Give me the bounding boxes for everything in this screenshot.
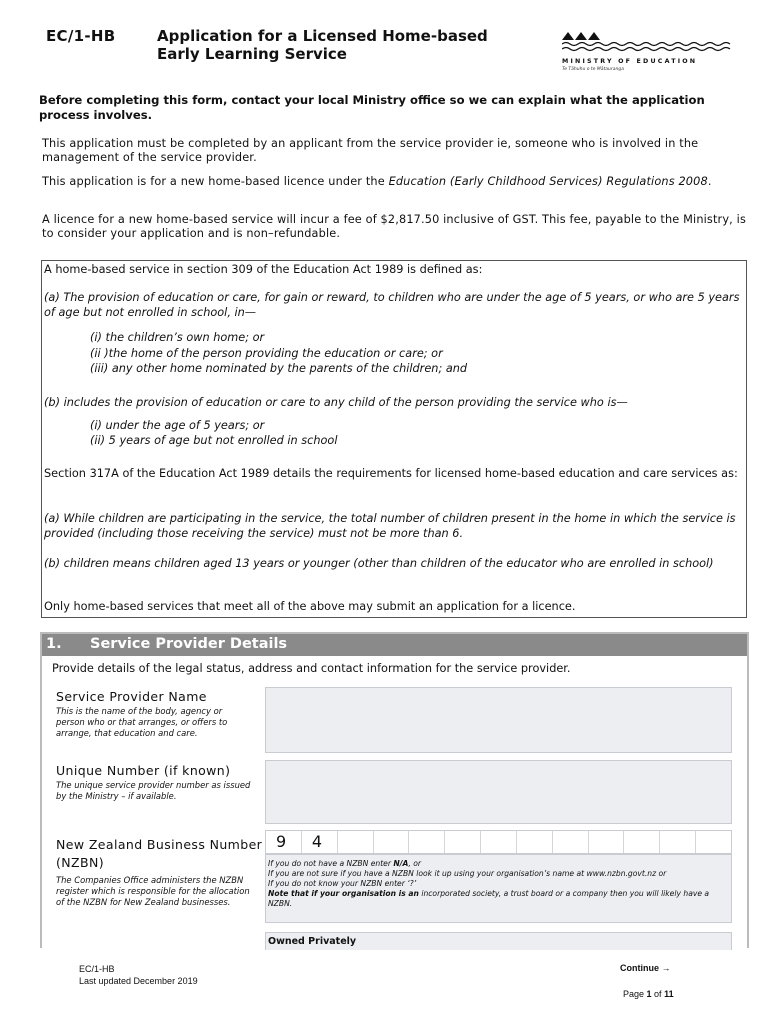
help-text: , or [408, 859, 422, 868]
unique-number-input[interactable] [265, 760, 732, 824]
definition-b-ii: (ii) 5 years of age but not enrolled in school [90, 434, 338, 447]
intro-paragraph-3: A licence for a new home-based service will incur a fee of $2,817.50 inclusive of GST. This fee, payable to the Ministry, is to consider your application and is non–refundable. [42, 213, 746, 240]
nzbn-help-line [268, 889, 729, 909]
intro-notice: Before completing this form, contact your local Ministry office so we can explain what the application process involves. [39, 93, 705, 122]
definition-intro: A home-based service in section 309 of the Education Act 1989 is defined as: [44, 263, 483, 276]
nzbn-digit[interactable] [589, 831, 625, 853]
page-total: 11 [664, 989, 674, 999]
ministry-logo [562, 30, 742, 72]
provider-name-input[interactable] [265, 687, 732, 753]
nzbn-help-line: If you do not know your NZBN enter ‘?’ [268, 879, 417, 888]
form-code: EC/1-HB [46, 27, 116, 45]
nzbn-hint: The Companies Office administers the NZBN register which is responsible for the allocation of the NZBN for New Zealand businesses. [56, 875, 250, 907]
nzbn-help-text [265, 854, 732, 923]
footer-form-code: EC/1-HB [79, 964, 115, 974]
page-indicator [623, 989, 674, 999]
section-317a-b: (b) children means children aged 13 years or younger (other than children of the educator who are enrolled in school) [44, 557, 714, 570]
logo-wave-icon [562, 30, 734, 52]
nzbn-label-1: New Zealand Business Number [56, 837, 263, 852]
definition-a: (a) The provision of education or care, for gain or reward, to children who are under the age of 5 years, or who are 5 years of age but not enrolled in school, in— [44, 291, 740, 319]
help-note: Note that if your organisation is an [268, 889, 419, 898]
nzbn-label-2: (NZBN) [56, 855, 104, 870]
unique-number-hint: The unique service provider number as issued by the Ministry – if available. [56, 780, 251, 801]
definition-a-ii: (ii )the home of the person providing the education or care; or [90, 347, 443, 360]
nzbn-digit[interactable] [445, 831, 481, 853]
nzbn-input [265, 830, 732, 854]
intro-paragraph-2 [42, 175, 747, 189]
nzbn-digit[interactable]: 9 [266, 831, 302, 853]
intro-paragraph-1: This application must be completed by an applicant from the service provider ie, someone who is involved in the management of the service provider. [42, 137, 699, 164]
footer-updated: Last updated December 2019 [79, 976, 198, 986]
help-text: If you do not have a NZBN enter [268, 859, 394, 868]
section-title: Service Provider Details [90, 636, 288, 652]
nzbn-digit[interactable] [624, 831, 660, 853]
help-text: incorporated society, a trust board or a company then you will likely have a NZBN. [268, 889, 710, 908]
form-title-line1: Application for a Licensed Home-based [157, 27, 488, 45]
logo-subtext: Te Tāhuhu o te Mātauranga [562, 67, 624, 72]
nzbn-digit[interactable] [409, 831, 445, 853]
p2-end: . [707, 175, 712, 188]
provider-name-label: Service Provider Name [56, 689, 207, 704]
logo-text: MINISTRY OF EDUCATION [562, 58, 698, 65]
definition-box [41, 260, 747, 618]
page-label: Page [623, 989, 647, 999]
form-title-line2: Early Learning Service [157, 45, 347, 63]
definition-a-iii: (iii) any other home nominated by the parents of the children; and [90, 362, 468, 375]
nzbn-digit[interactable] [696, 831, 731, 853]
nzbn-digit[interactable] [553, 831, 589, 853]
definition-b: (b) includes the provision of education or care to any child of the person providing the service who is— [44, 396, 628, 409]
nzbn-digit[interactable] [374, 831, 410, 853]
unique-number-label: Unique Number (if known) [56, 763, 231, 778]
section-317a: Section 317A of the Education Act 1989 details the requirements for licensed home-based education and care services as: [44, 467, 738, 480]
section-number: 1. [46, 636, 62, 652]
regulations-title: Education (Early Childhood Services) Regulations 2008 [388, 175, 708, 188]
nzbn-digit[interactable] [517, 831, 553, 853]
help-na: N/A [393, 859, 409, 868]
nzbn-digit[interactable] [338, 831, 374, 853]
continue-link[interactable]: Continue → [620, 963, 671, 973]
nzbn-help-line: If you are not sure if you have a NZBN look it up using your organisation’s name at www.nzbn.govt.nz or [268, 869, 667, 878]
nzbn-digit[interactable]: 4 [302, 831, 338, 853]
nzbn-digit[interactable] [660, 831, 696, 853]
nzbn-digit[interactable] [481, 831, 517, 853]
definition-a-i: (i) the children’s own home; or [90, 331, 265, 344]
p2-text: This application is for a new home-based licence under the [42, 175, 389, 188]
service-provider-section [40, 632, 749, 948]
section-header [42, 634, 747, 656]
section-317a-a: (a) While children are participating in the service, the total number of children present in the home in which the service is provided (including those receiving the service) must not be more than 6. [44, 512, 736, 540]
form-title [157, 27, 537, 63]
page-of: of [651, 989, 665, 999]
owned-privately-option[interactable]: Owned Privately [265, 932, 732, 950]
eligibility-note: Only home-based services that meet all of the above may submit an application for a licence. [44, 600, 576, 613]
nzbn-help-line [268, 859, 729, 869]
section-description: Provide details of the legal status, address and contact information for the service provider. [52, 662, 571, 675]
page-number: 1 [646, 989, 652, 999]
definition-b-i: (i) under the age of 5 years; or [90, 419, 265, 432]
provider-name-hint: This is the name of the body, agency or person who or that arranges, or offers to arrange, that education and care. [56, 706, 228, 738]
